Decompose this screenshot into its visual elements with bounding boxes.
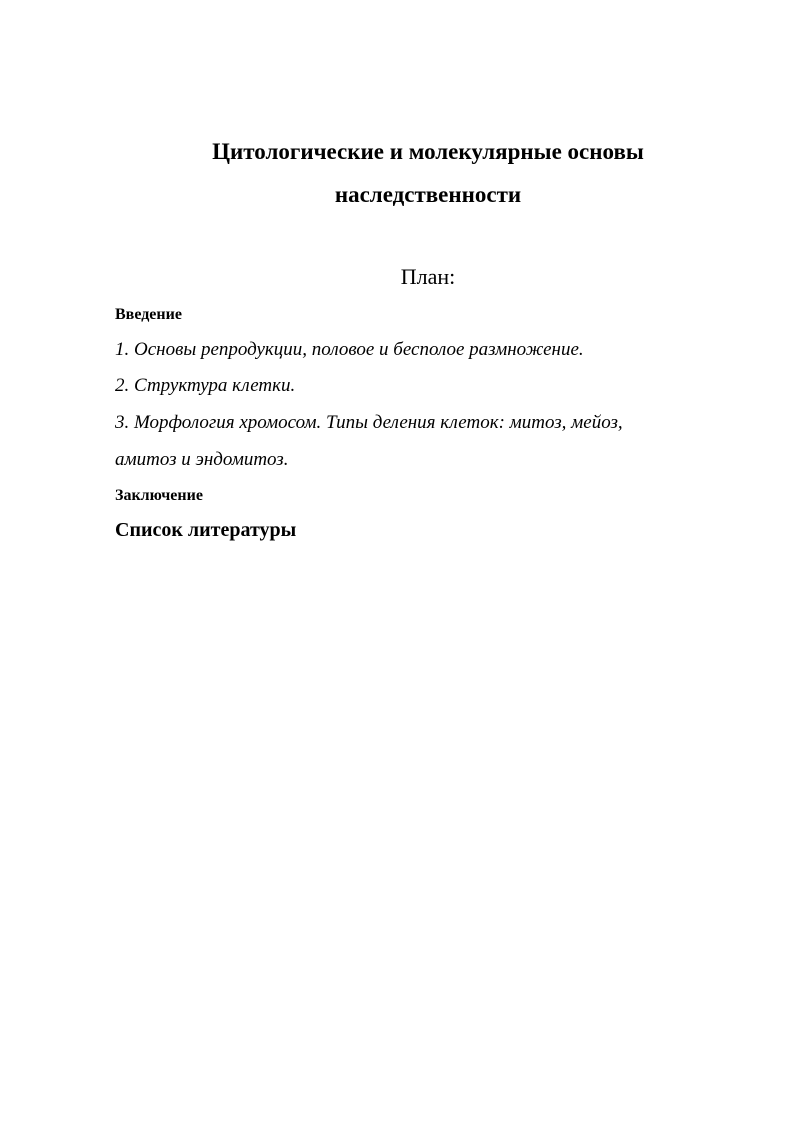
plan-item-3-continuation: амитоз и эндомитоз. <box>115 449 289 470</box>
plan-item-2: 2. Структура клетки. <box>115 375 296 396</box>
plan-item-3: 3. Морфология хромосом. Типы деления клеток: митоз, мейоз, <box>115 412 623 433</box>
plan-heading: План: <box>400 264 456 289</box>
document-title-line-1: Цитологические и молекулярные основы <box>212 139 644 164</box>
section-introduction: Введение <box>115 306 182 323</box>
plan-item-1: 1. Основы репродукции, половое и бесполое размножение. <box>115 339 584 360</box>
section-conclusion: Заключение <box>115 487 203 504</box>
document-title-line-2: наследственности <box>334 182 522 207</box>
section-references: Список литературы <box>115 519 297 541</box>
